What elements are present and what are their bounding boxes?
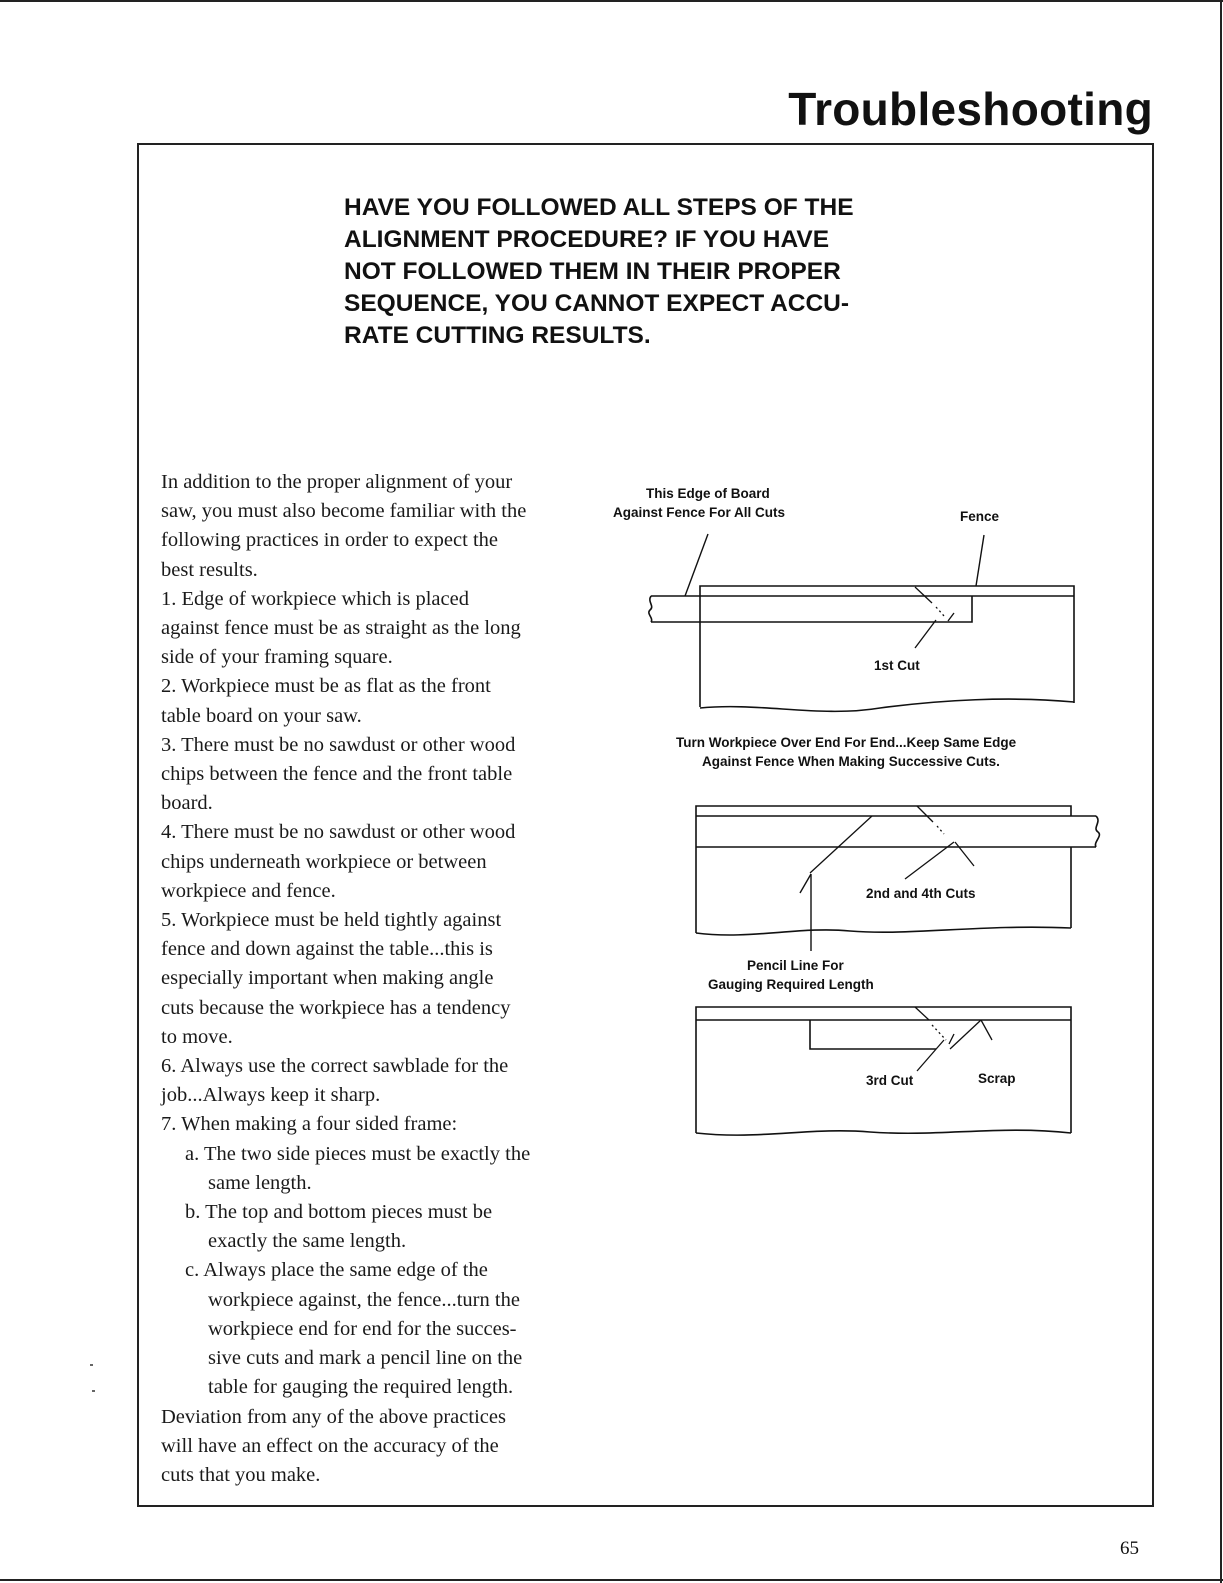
scan-speck [92, 1390, 95, 1392]
body-line: a. The two side pieces must be exactly the [185, 1142, 531, 1165]
page-number: 65 [1120, 1538, 1139, 1559]
body-line: 4. There must be no sawdust or other wood [161, 821, 516, 844]
caption-keep-edge: Against Fence When Making Successive Cuts. [702, 754, 1000, 769]
body-line: 1. Edge of workpiece which is placed [161, 587, 469, 610]
body-line: side of your framing square. [161, 646, 393, 669]
diagram-second-cut [696, 806, 1099, 951]
body-line: cuts because the workpiece has a tendency [161, 996, 511, 1019]
warning-line: RATE CUTTING RESULTS. [344, 322, 651, 349]
body-line: against fence must be as straight as the long [161, 617, 521, 640]
caption-turn-workpiece: Turn Workpiece Over End For End...Keep Same Edge [676, 735, 1017, 750]
body-line: workpiece against, the fence...turn the [208, 1288, 520, 1311]
body-line: job...Always keep it sharp. [161, 1084, 381, 1107]
label-pencil-line: Pencil Line For [747, 958, 844, 973]
body-line: Deviation from any of the above practices [161, 1405, 506, 1428]
body-line: fence and down against the table...this is [161, 938, 493, 961]
body-line: to move. [161, 1025, 233, 1048]
body-line: exactly the same length. [208, 1230, 407, 1253]
body-line: workpiece and fence. [161, 879, 336, 902]
warning-line: HAVE YOU FOLLOWED ALL STEPS OF THE [344, 194, 854, 221]
body-line: chips underneath workpiece or between [161, 850, 487, 873]
body-line: table board on your saw. [161, 704, 362, 727]
label-gauging-length: Gauging Required Length [708, 977, 874, 992]
body-line: table for gauging the required length. [208, 1376, 514, 1399]
body-line: board. [161, 792, 213, 815]
body-line: chips between the fence and the front table [161, 763, 513, 786]
label-third-cut: 3rd Cut [866, 1073, 914, 1088]
body-line: 3. There must be no sawdust or other wood [161, 733, 516, 756]
body-line: saw, you must also become familiar with the [161, 500, 527, 523]
body-line: workpiece end for end for the succes- [208, 1317, 517, 1340]
warning-line: SEQUENCE, YOU CANNOT EXPECT ACCU- [344, 290, 850, 317]
page-title: Troubleshooting [788, 83, 1153, 135]
body-line: following practices in order to expect the [161, 529, 498, 552]
label-second-fourth-cuts: 2nd and 4th Cuts [866, 886, 976, 901]
diagram-first-cut [649, 534, 1074, 711]
label-scrap: Scrap [978, 1071, 1016, 1086]
body-line: b. The top and bottom pieces must be [185, 1201, 493, 1224]
body-line: sive cuts and mark a pencil line on the [208, 1347, 523, 1370]
body-line: will have an effect on the accuracy of the [161, 1434, 499, 1457]
body-line: c. Always place the same edge of the [185, 1259, 488, 1282]
body-line: especially important when making angle [161, 967, 494, 990]
body-line: cuts that you make. [161, 1463, 321, 1486]
warning-line: ALIGNMENT PROCEDURE? IF YOU HAVE [344, 226, 830, 253]
warning-line: NOT FOLLOWED THEM IN THEIR PROPER [344, 258, 841, 285]
body-line: 7. When making a four sided frame: [161, 1113, 458, 1136]
label-fence: Fence [960, 509, 1000, 524]
body-line: 2. Workpiece must be as flat as the front [161, 675, 491, 698]
label-against-fence: Against Fence For All Cuts [613, 505, 786, 520]
body-line: 5. Workpiece must be held tightly against [161, 909, 502, 932]
body-line: best results. [161, 558, 258, 581]
label-first-cut: 1st Cut [874, 658, 920, 673]
scan-speck [90, 1364, 93, 1366]
body-line: same length. [208, 1171, 312, 1194]
body-line: In addition to the proper alignment of your [161, 471, 513, 493]
label-edge-of-board: This Edge of Board [646, 486, 770, 501]
body-line: 6. Always use the correct sawblade for the [161, 1055, 509, 1078]
